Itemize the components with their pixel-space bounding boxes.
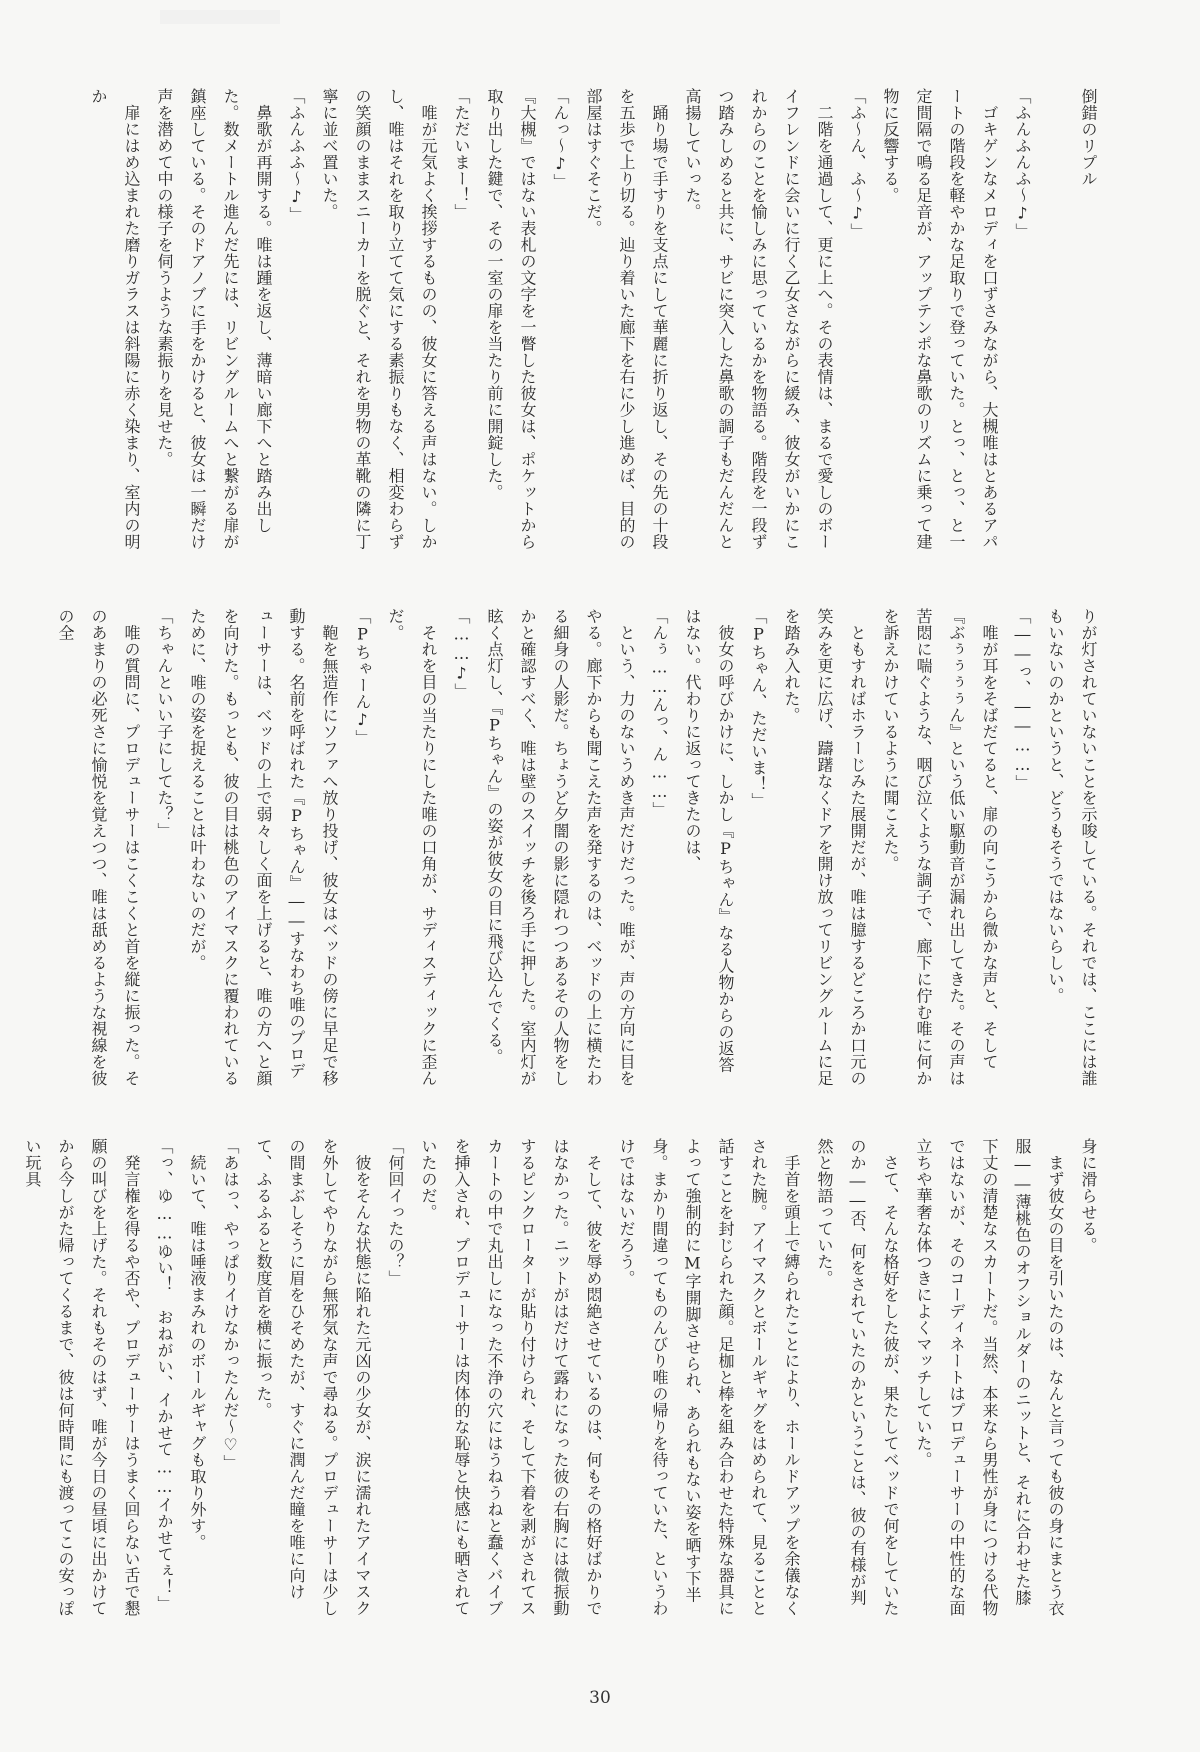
text-tier-top <box>89 88 1105 558</box>
page-number: 30 <box>589 1688 611 1708</box>
body-text-top: 倒錯のリプル 「ふんふんふ〜♪」 ゴキゲンなメロディを口ずさみながら、大槻唯はとあるアパートの階段を軽やかな足取りで登っていた。とっ、とっ、と一定間隔で鳴る足音が、アップテンポな鼻歌のリズムに乗って建物に反響する。 「ふ〜ん、ふ〜♪」 二階を通過して、更に上へ。その表情は、まるで愛しのボーイフレンドに会いに行く乙女さながらに緩み、彼女がいかにこれからのことを愉しみに思っているかを物語る。階段を一段ずつ踏みしめると共に、サビに突入した鼻歌の調子もだんだんと高揚していった。 踊り場で手すりを支点にして華麗に折り返し、その先の十段を五歩で上り切る。辿り着いた廊下を右に少し進めば、目的の部屋はすぐそこだ。 「んっ〜♪」 『大槻』ではない表札の文字を一瞥した彼女は、ポケットから取り出した鍵で、その一室の扉を当たり前に開錠した。 「ただいまー！」 唯が元気よく挨拶するものの、彼女に答える声はない。しかし、唯はそれを取り立てて気にする素振りもなく、相変わらずの笑顔のままスニーカーを脱ぐと、それを男物の革靴の隣に丁寧に並べ置いた。 「ふんふふ〜♪」 鼻歌が再開する。唯は踵を返し、薄暗い廊下へと踏み出した。数メートル進んだ先には、リビングルームへと繋がる扉が鎮座している。そのドアノブに手をかけると、彼女は一瞬だけ声を潜めて中の様子を伺うような素振りを見せた。 扉にはめ込まれた磨りガラスは斜陽に赤く染まり、室内の明か <box>89 88 1098 550</box>
text-tier-bottom <box>23 1138 1105 1618</box>
body-text-bottom: 身に滑らせる。 まず彼女の目を引いたのは、なんと言っても彼の身にまとう衣服――薄桃色のオフショルダーのニットと、それに合わせた膝下丈の清楚なスカートだ。当然、本来なら男性が身につける代物ではないが、そのコーディネートはプロデューサーの中性的な面立ちや華奢な体つきによくマッチしていた。 さて、そんな格好をした彼が、果たしてベッドで何をしていたのか――否、何をされていたのかということは、彼の有様が判然と物語っていた。 手首を頭上で縛られたことにより、ホールドアップを余儀なくされた腕。アイマスクとボールギャグをはめられて、見ることと話すことを封じられた顔。足枷と棒を組み合わせた特殊な器具によって強制的にM字開脚させられ、あられもない姿を晒す下半身。まかり間違ってものんびり唯の帰りを待っていた、というわけではないだろう。 そして、彼を辱め悶絶させているのは、何もその格好ばかりではなかった。ニットがはだけて露わになった彼の右胸には微振動するピンクローターが貼り付けられ、そして下着を剥がされてスカートの中で丸出しになった不浄の穴にはうねうねと蠢くバイブを挿入され、プロデューサーは肉体的な恥辱と快感にも晒されていたのだ。 「何回イったの？」 彼をそんな状態に陥れた元凶の少女が、涙に濡れたアイマスクを外してやりながら無邪気な声で尋ねる。プロデューサーは少しの間まぶしそうに眉をひそめたが、すぐに潤んだ瞳を唯に向けて、ふるふると数度首を横に振った。 「あはっ、やっぱりイけなかったんだ〜♡」 続いて、唯は唾液まみれのボールギャグも取り外す。 「っ、ゆ……ゆい！ おねがい、イかせて……イかせてぇ！」 発言権を得るや否や、プロデューサーはうまく回らない舌で懇願の叫びを上げた。それもそのはず、唯が今日の昼頃に出かけてから今しがた帰ってくるまで、彼は何時間にも渡ってこの安っぽい玩具 <box>23 1138 1098 1617</box>
text-tier-middle <box>56 608 1105 1088</box>
scan-artifact <box>160 10 280 24</box>
body-text-middle: りが灯されていないことを示唆している。それでは、ここには誰もいないのかというと、どうもそうではないらしい。 「――っ、――……」 唯が耳をそばだてると、扉の向こうから微かな声と、そして『ぶぅぅぅぅん』という低い駆動音が漏れ出してきた。その声は苦悶に喘ぐような、咽び泣くような調子で、廊下に佇む唯に何かを訴えかけているように聞こえた。 ともすればホラーじみた展開だが、唯は臆するどころか口元の笑みを更に広げ、躊躇なくドアを開け放ってリビングルームに足を踏み入れた。 「Pちゃん、ただいま！」 彼女の呼びかけに、しかし『Pちゃん』なる人物からの返答はない。代わりに返ってきたのは、 「んぅ……んっ、ん……」 という、力のないうめき声だけだった。唯が、声の方向に目をやる。廊下からも聞こえた声を発するのは、ベッドの上に横たわる細身の人影だ。ちょうど夕闇の影に隠れつつあるその人物をしかと確認すべく、唯は壁のスイッチを後ろ手に押した。室内灯が眩く点灯し、『Pちゃん』の姿が彼女の目に飛び込んでくる。 「……♪」 それを目の当たりにした唯の口角が、サディスティックに歪んだ。 「Pちゃーん♪」 鞄を無造作にソファへ放り投げ、彼女はベッドの傍に早足で移動する。名前を呼ばれた『Pちゃん』――すなわち唯のプロデューサーは、ベッドの上で弱々しく面を上げると、唯の方へと顔を向けた。もっとも、彼の目は桃色のアイマスクに覆われているために、唯の姿を捉えることは叶わないのだが。 「ちゃんといい子にしてた？」 唯の質問に、プロデューサーはこくこくと首を縦に振った。そのあまりの必死さに愉悦を覚えつつ、唯は舐めるような視線を彼の全 <box>56 608 1098 1087</box>
